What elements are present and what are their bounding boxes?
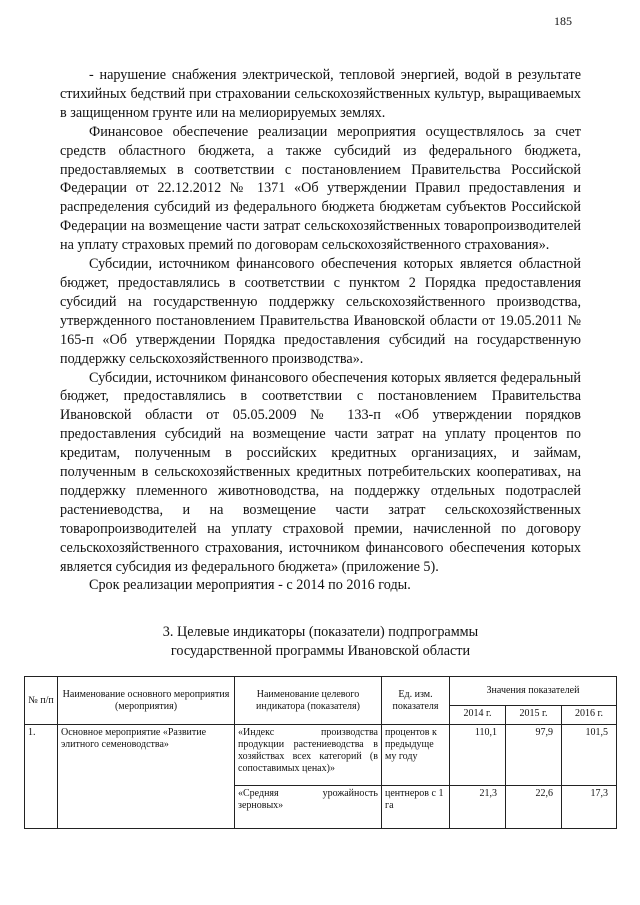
document-body [60, 66, 581, 595]
page-number: 185 [554, 14, 572, 28]
paragraph: - нарушение снабжения электрической, тепловой энергией, водой в результате стихийных бедствий при страховании сельскохозяйственных культур, выращиваемых в защищенном грунте или на мелиорируемых землях. [60, 67, 581, 121]
row-number: 1. [25, 725, 58, 829]
section-title-line: государственной программы Ивановской области [170, 642, 471, 659]
table-header-row [25, 677, 617, 706]
paragraph: Финансовое обеспечение реализации мероприятия осуществлялось за счет средств областного бюджета, а также субсидий из федерального бюджета, предоставляемых в соответствии с постановлением Правительства Российской Федерации от 22.12.2012 № 1371 «Об утверждении Правил предоставления и распределения субсидий из федерального бюджета бюджетам субъектов Российской Федерации на возмещение части затрат сельскохозяйственных товаропроизводителей на уплату страховых премий по договорам сельскохозяйственного страхования». [60, 123, 581, 254]
header-year: 2015 г. [506, 706, 562, 725]
header-indicator: Наименование целевого индикатора (показателя) [235, 677, 382, 725]
paragraph: Субсидии, источником финансового обеспечения которых является областной бюджет, предоставлялись в соответствии с пунктом 2 Порядка предоставления субсидий на государственную поддержку сельскохозяйственного производства, утвержденного постановлением Правительства Ивановской области от 19.05.2011 № 165-п «Об утверждении Порядка предоставления субсидий на государственную поддержку сельскохозяйственного производства». [60, 256, 581, 367]
indicators-table [24, 676, 617, 829]
indicator-value: 17,3 [562, 786, 617, 829]
header-year: 2014 г. [450, 706, 506, 725]
indicator-value: 97,9 [506, 725, 562, 786]
indicator-value: 101,5 [562, 725, 617, 786]
indicator-name: «Средняя урожайность зерновых» [235, 786, 382, 829]
indicator-value: 22,6 [506, 786, 562, 829]
section-title-line: 3. Целевые индикаторы (показатели) подпрограммы [162, 624, 479, 640]
table-row [25, 725, 617, 786]
paragraph: Субсидии, источником финансового обеспечения которых является федеральный бюджет, предоставлялись в соответствии с постановлением Правительства Ивановской области от 05.05.2009 № 133-п «Об утверждении порядков предоставления субсидий на возмещение части затрат на уплату процентов по кредитам, полученным в российских кредитных организациях, и займам, полученным в сельскохозяйственных кредитных потребительских кооперативах, на поддержку племенного животноводства, на поддержку отдельных подотраслей растениеводства, и на возмещение части затрат сельскохозяйственных товаропроизводителей на уплату страховой премии, начисленной по договору сельскохозяйственного страхования, источником финансового обеспечения которых является субсидия из федерального бюджета» (приложение 5). [60, 369, 581, 575]
header-unit: Ед. изм. показателя [382, 677, 450, 725]
paragraph: Срок реализации мероприятия - с 2014 по 2016 годы. [89, 577, 411, 594]
header-values: Значения показателей [450, 677, 617, 706]
indicator-value: 21,3 [450, 786, 506, 829]
header-year: 2016 г. [562, 706, 617, 725]
event-name: Основное мероприятие «Развитие элитного семеноводства» [58, 725, 235, 829]
section-title [60, 623, 581, 660]
indicator-name: «Индекс производства продукции растениеводства в хозяйствах всех категорий (в сопоставимых ценах)» [235, 725, 382, 786]
header-event: Наименование основного мероприятия (мероприятия) [58, 677, 235, 725]
indicator-value: 110,1 [450, 725, 506, 786]
indicator-unit: центнеров с 1 га [382, 786, 450, 829]
header-number: № п/п [25, 677, 58, 725]
indicator-unit: процентов к предыдуще му году [382, 725, 450, 786]
